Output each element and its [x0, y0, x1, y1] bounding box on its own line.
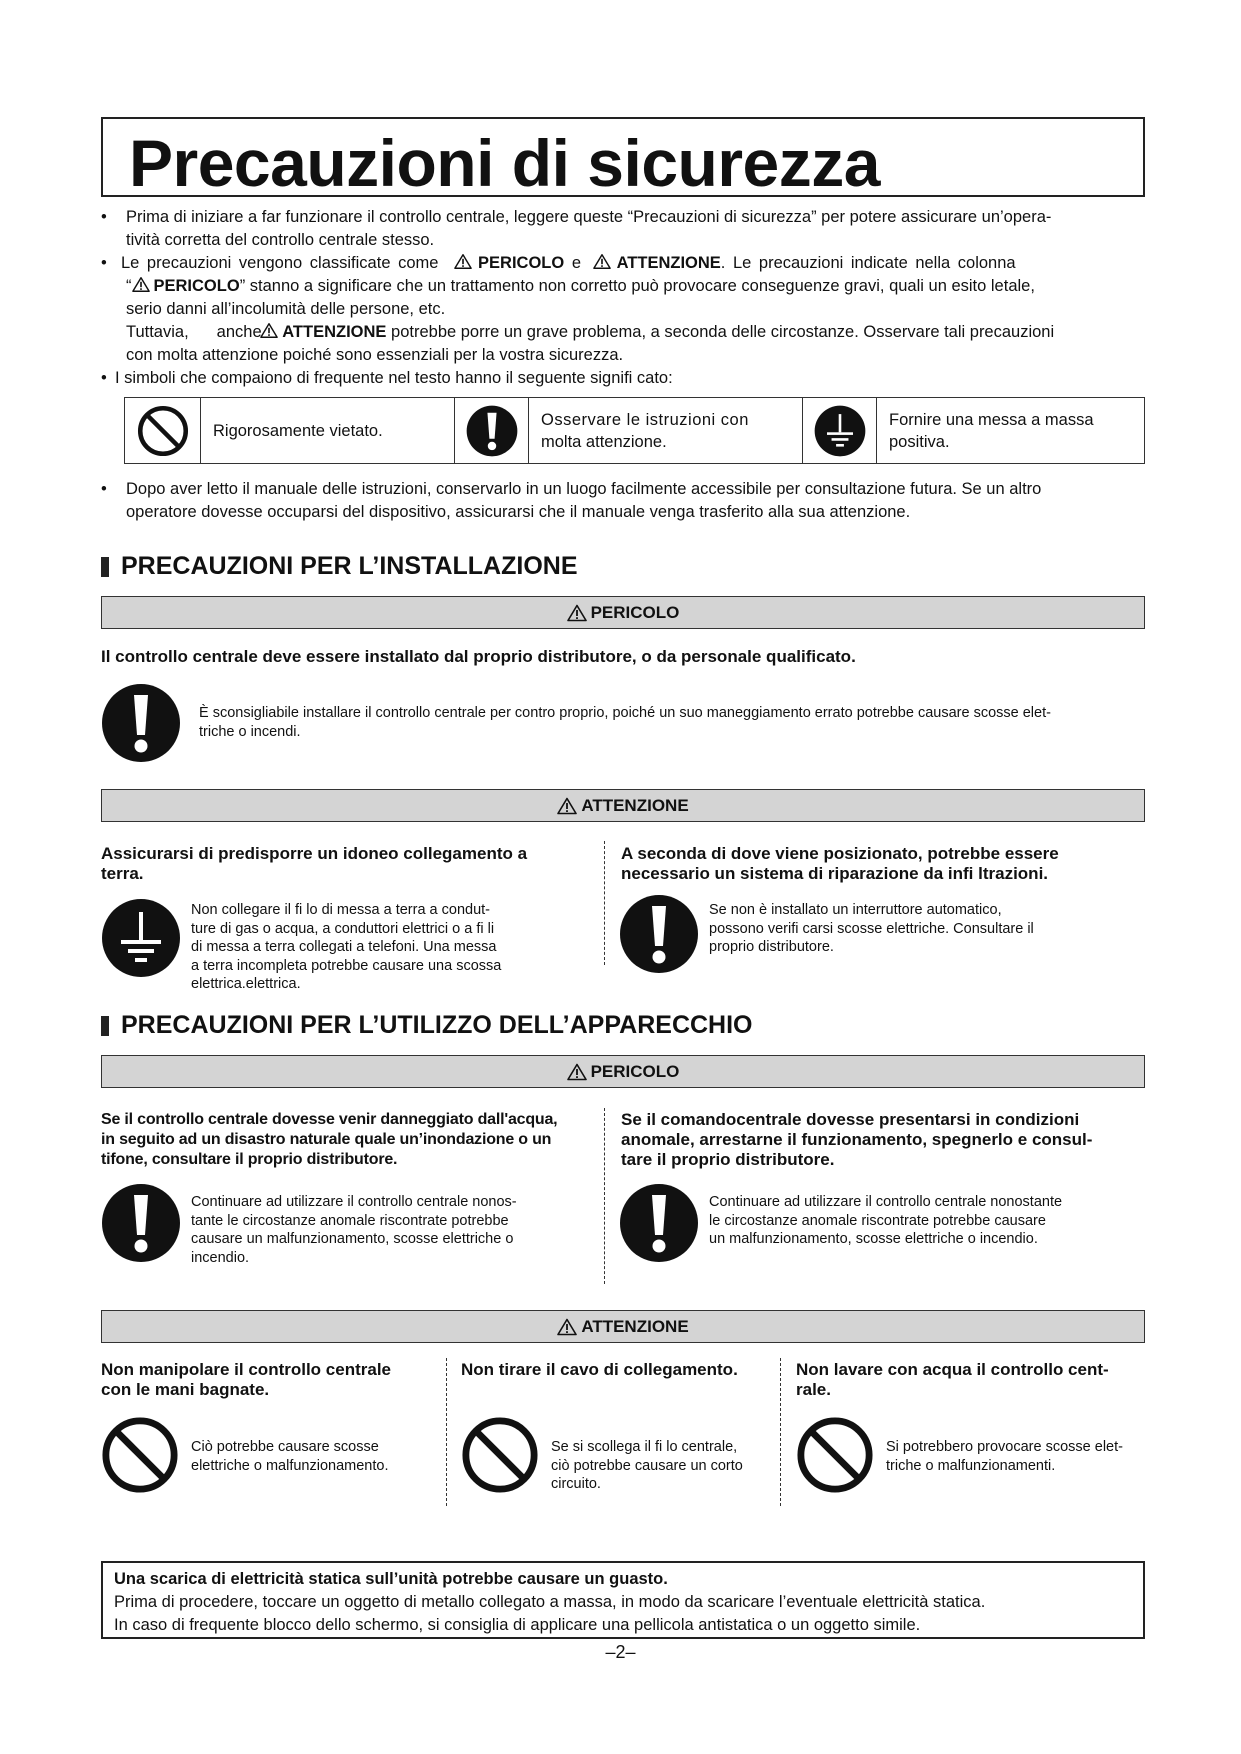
- ground-icon: [101, 898, 181, 978]
- symbol-label: Fornire una messa a massa: [889, 410, 1094, 429]
- symbol-text-exclamation: [529, 398, 803, 463]
- warning-triangle-icon: [454, 253, 472, 270]
- text-line: causare un malfunzionamento, scosse elettriche o: [191, 1231, 514, 1247]
- symbol-label: molta attenzione.: [541, 432, 667, 451]
- column-divider: [604, 841, 605, 965]
- lead-line: tare il proprio distributore.: [621, 1150, 835, 1169]
- lead-line: anomale, arrestarne il funzionamento, spegnerlo e consul-: [621, 1130, 1093, 1149]
- text-line: È sconsigliabile installare il controllo centrale per contro proprio, poiché un suo maneggiamento errato potrebbe causare scosse elet-: [199, 705, 1051, 721]
- utilizzo-col3-lead: [796, 1360, 1109, 1400]
- band-label: PERICOLO: [590, 602, 680, 622]
- attenzione-band-utilizzo: [101, 1310, 1145, 1343]
- exclamation-icon: [466, 405, 518, 457]
- text-line: Se non è installato un interruttore automatico,: [709, 902, 1002, 918]
- section-heading-installazione: [101, 552, 578, 581]
- installazione-right-text: [709, 901, 1034, 957]
- text-line: Se si scollega il fi lo centrale,: [551, 1439, 738, 1455]
- symbols-table: [124, 397, 1145, 464]
- text-line: proprio distributore.: [709, 939, 834, 955]
- attenzione-label: ATTENZIONE: [616, 254, 721, 272]
- pericolo-label: PERICOLO: [478, 254, 565, 272]
- intro-bullet-1-cont: tività corretta del controllo centrale stesso.: [126, 231, 435, 249]
- lead-line: con le mani bagnate.: [101, 1380, 270, 1399]
- text-line: circuito.: [551, 1476, 601, 1492]
- text-line: Continuare ad utilizzare il controllo centrale nonostante: [709, 1194, 1063, 1210]
- warning-triangle-icon: [260, 322, 278, 339]
- notice-title: Una scarica di elettricità statica sull’unità potrebbe causare un guasto.: [114, 1570, 668, 1588]
- utilizzo-col1-text: [191, 1438, 388, 1475]
- text-line: Si potrebbero provocare scosse elet-: [886, 1439, 1123, 1455]
- attenzione-label-2: ATTENZIONE: [282, 323, 387, 341]
- text-line: Non collegare il fi lo di messa a terra a condut-: [191, 902, 491, 918]
- symbol-label: Osservare le istruzioni con: [541, 410, 749, 429]
- text-line: un malfunzionamento, scosse elettriche o incendio.: [709, 1231, 1038, 1247]
- warning-triangle-icon: [567, 1063, 587, 1081]
- intro-bullet-4-cont: operatore dovesse occuparsi del dispositivo, assicurarsi che il manuale venga trasferito alla sua attenzione.: [126, 503, 911, 521]
- text-line: possono verifi carsi scosse elettriche. Consultare il: [709, 920, 1034, 937]
- text-line: triche o incendi.: [199, 723, 301, 740]
- warning-triangle-icon: [132, 276, 150, 293]
- lead-line: Assicurarsi di predisporre un idoneo collegamento a: [101, 844, 528, 863]
- exclamation-icon: [619, 894, 699, 974]
- utilizzo-col1-lead: [101, 1360, 391, 1400]
- text-line: elettrica.elettrica.: [191, 976, 301, 992]
- lead-line: Se il comandocentrale dovesse presentarsi in condizioni: [621, 1110, 1080, 1129]
- column-divider: [446, 1358, 447, 1506]
- intro-bullet-4: Dopo aver letto il manuale delle istruzioni, conservarlo in un luogo facilmente accessibile per consultazione futura. Se un altro: [126, 480, 1042, 498]
- exclamation-icon: [101, 683, 181, 763]
- intro-bullet-2d: serio danni all’incolumità delle persone, etc.: [126, 300, 446, 318]
- pericolo-band: [101, 596, 1145, 629]
- heading-bar: [101, 1016, 109, 1036]
- intro-bullet-3: I simboli che compaiono di frequente nel testo hanno il seguente signifi cato:: [115, 369, 673, 387]
- lead-line: A seconda di dove viene posizionato, potrebbe essere: [621, 844, 1059, 863]
- attenzione-band: [101, 789, 1145, 822]
- intro-bullets: • Prima di iniziare a far funzionare il controllo centrale, leggere queste “Precauzioni di sicurezza” per potere assicurare un’opera- tività corretta del controllo centrale stesso. • Le precauzioni vengono classificate come PERICOLO e ATTENZIONE. Le precauzioni indicate nella colonna “ PERICOLO” stanno a significare che un trattamento non corretto può provocare conseguenze gravi, quali un esito letale, serio danni all’incolumità delle persone, etc. Tuttavia, anche ATTENZIONE potrebbe porre un grave problema, a seconda delle circostanze. Osservare tali precauzioni con molta attenzione poiché sono essenziali per la vostra sicurezza. • I simboli che compaiono di frequente nel testo hanno il seguente signifi cato:: [101, 206, 1145, 390]
- installazione-left-lead: [101, 844, 527, 884]
- text-line: ciò potrebbe causare un corto: [551, 1457, 743, 1474]
- intro-bullet-1: Prima di iniziare a far funzionare il controllo centrale, leggere queste “Precauzioni di sicurezza” per potere assicurare un’opera-: [126, 208, 1052, 226]
- anche-text: anche: [216, 323, 262, 341]
- column-divider: [780, 1358, 781, 1506]
- text-line: triche o malfunzionamenti.: [886, 1457, 1056, 1474]
- exclamation-icon: [619, 1183, 699, 1263]
- lead-line: necessario un sistema di riparazione da infi ltrazioni.: [621, 864, 1049, 883]
- text-line: elettriche o malfunzionamento.: [191, 1457, 389, 1474]
- prohibition-icon: [137, 405, 189, 457]
- text-line: di messa a terra collegati a telefoni. Una messa: [191, 939, 497, 955]
- utilizzo-right-lead: [621, 1110, 1092, 1170]
- prohibition-icon: [796, 1416, 874, 1494]
- symbol-cell-exclamation: [455, 398, 529, 463]
- lead-line: tifone, consultare il proprio distributore.: [101, 1151, 398, 1168]
- intro-bullet-2e: potrebbe porre un grave problema, a seconda delle circostanze. Osservare tali precauzioni: [391, 323, 1055, 341]
- text-line: tante le circostanze anomale riscontrate potrebbe: [191, 1212, 509, 1229]
- installazione-right-lead: [621, 844, 1059, 884]
- heading-bar: [101, 557, 109, 577]
- lead-line: Se il controllo centrale dovesse venir danneggiato dall'acqua,: [101, 1111, 558, 1128]
- warning-triangle-icon: [557, 1318, 577, 1336]
- static-electricity-notice: [101, 1561, 1145, 1639]
- notice-line: In caso di frequente blocco dello schermo, si consiglia di applicare una pellicola antistatica o un oggetto simile.: [114, 1616, 921, 1634]
- section-heading-utilizzo: [101, 1011, 753, 1040]
- symbol-cell-prohibition: [125, 398, 201, 463]
- warning-triangle-icon: [567, 604, 587, 622]
- tuttavia-text: Tuttavia,: [126, 323, 189, 341]
- pericolo-label-2: PERICOLO: [153, 277, 240, 295]
- pericolo-band-utilizzo: [101, 1055, 1145, 1088]
- warning-triangle-icon: [593, 253, 611, 270]
- text-line: a terra incompleta potrebbe causare una scossa: [191, 957, 502, 974]
- warning-triangle-icon: [557, 797, 577, 815]
- text-line: incendio.: [191, 1249, 250, 1266]
- lead-line: rale.: [796, 1380, 831, 1399]
- quote-open: “: [126, 277, 132, 295]
- lead-line: Non tirare il cavo di collegamento.: [461, 1360, 738, 1379]
- utilizzo-col2-lead: [461, 1360, 738, 1380]
- lead-line: Non manipolare il controllo centrale: [101, 1360, 391, 1379]
- utilizzo-right-text: [709, 1193, 1062, 1249]
- intro-bullet-2f: con molta attenzione poiché sono essenziali per la vostra sicurezza.: [126, 346, 624, 364]
- page-title: Precauzioni di sicurezza: [129, 126, 880, 200]
- section-heading-text: PRECAUZIONI PER L’INSTALLAZIONE: [121, 552, 578, 580]
- notice-line: Prima di procedere, toccare un oggetto di metallo collegato a massa, in modo da scaricare l’eventuale elettricità statica.: [114, 1593, 986, 1611]
- lead-line: terra.: [101, 864, 144, 883]
- intro-bullet-4-block: • Dopo aver letto il manuale delle istruzioni, conservarlo in un luogo facilmente accessibile per consultazione futura. Se un altro operatore dovesse occuparsi del dispositivo, assicurarsi che il manuale venga trasferito alla sua attenzione.: [101, 478, 1145, 524]
- prohibition-icon: [101, 1416, 179, 1494]
- text-line: ture di gas o acqua, a conduttori elettrici o a fi li: [191, 920, 495, 937]
- text-line: le circostanze anomale riscontrate potrebbe causare: [709, 1212, 1046, 1229]
- symbol-text-prohibition: [201, 398, 455, 463]
- symbol-cell-ground: [803, 398, 877, 463]
- symbol-label: positiva.: [889, 432, 950, 451]
- intro-bullet-2c: ” stanno a significare che un trattamento non corretto può provocare conseguenze gravi, quali un esito letale,: [239, 277, 1035, 295]
- utilizzo-left-text: [191, 1193, 517, 1267]
- text-line: Ciò potrebbe causare scosse: [191, 1439, 379, 1455]
- utilizzo-col3-text: [886, 1438, 1123, 1475]
- band-label: PERICOLO: [590, 1061, 680, 1081]
- band-label: ATTENZIONE: [581, 1316, 689, 1336]
- installazione-left-text: [191, 901, 501, 994]
- intro-bullet-2a: Le precauzioni vengono classificate come: [121, 254, 439, 272]
- utilizzo-col2-text: [551, 1438, 743, 1494]
- text-line: Continuare ad utilizzare il controllo centrale nonos-: [191, 1194, 517, 1210]
- utilizzo-left-lead: [101, 1110, 557, 1170]
- exclamation-icon: [101, 1183, 181, 1263]
- installazione-pericolo-lead: Il controllo centrale deve essere installato dal proprio distributore, o da personale qualificato.: [101, 647, 856, 666]
- intro-bullet-2b: . Le precauzioni indicate nella colonna: [720, 254, 1016, 272]
- symbol-text-ground: [877, 398, 1144, 463]
- band-label: ATTENZIONE: [581, 795, 689, 815]
- symbol-label: Rigorosamente vietato.: [213, 421, 383, 440]
- page-number: –2–: [605, 1642, 636, 1662]
- lead-line: Non lavare con acqua il controllo cent-: [796, 1360, 1109, 1379]
- title-box: [101, 117, 1145, 200]
- column-divider: [604, 1108, 605, 1284]
- prohibition-icon: [461, 1416, 539, 1494]
- installazione-pericolo-text: [199, 704, 1051, 741]
- section-heading-text: PRECAUZIONI PER L’UTILIZZO DELL’APPARECCHIO: [121, 1011, 753, 1039]
- ground-icon: [814, 405, 866, 457]
- lead-line: in seguito ad un disastro naturale quale un’inondazione o un: [101, 1131, 552, 1148]
- e-conjunction: e: [571, 254, 581, 272]
